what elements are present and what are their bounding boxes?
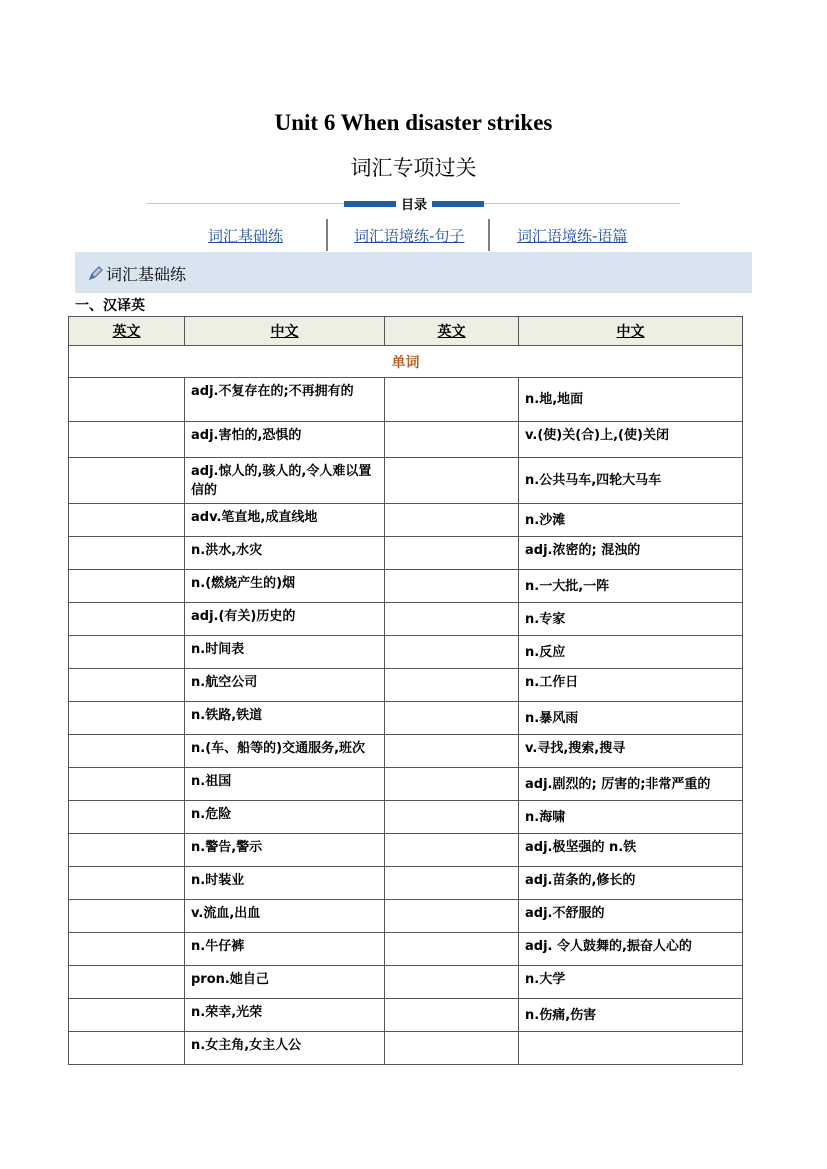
pencil-icon	[87, 264, 105, 287]
chinese-meaning-cell: v.寻找,搜索,搜寻	[519, 735, 743, 768]
table-row	[69, 603, 743, 636]
chinese-meaning-cell: n.专家	[519, 603, 743, 636]
table-row	[69, 834, 743, 867]
table-row	[69, 504, 743, 537]
chinese-meaning-cell	[519, 1032, 743, 1065]
english-answer-cell[interactable]	[69, 1032, 185, 1065]
chinese-meaning-cell: n.牛仔裤	[185, 933, 385, 966]
chinese-meaning-cell: n.沙滩	[519, 504, 743, 537]
chinese-meaning-cell: n.时装业	[185, 867, 385, 900]
chinese-meaning-cell: n.警告,警示	[185, 834, 385, 867]
part-title: 一、汉译英	[75, 298, 145, 314]
toc-link-passage[interactable]: 词汇语境练-语篇	[517, 227, 628, 245]
english-answer-cell[interactable]	[69, 570, 185, 603]
chinese-meaning-cell: n.(燃烧产生的)烟	[185, 570, 385, 603]
english-answer-cell[interactable]	[385, 378, 519, 422]
english-answer-cell[interactable]	[69, 999, 185, 1032]
chinese-meaning-cell: n.铁路,铁道	[185, 702, 385, 735]
english-answer-cell[interactable]	[69, 669, 185, 702]
table-row	[69, 422, 743, 458]
english-answer-cell[interactable]	[69, 966, 185, 999]
chinese-meaning-cell: v.流血,出血	[185, 900, 385, 933]
chinese-meaning-cell: adj.不复存在的;不再拥有的	[185, 378, 385, 422]
english-answer-cell[interactable]	[69, 933, 185, 966]
table-row	[69, 702, 743, 735]
english-answer-cell[interactable]	[385, 603, 519, 636]
chinese-meaning-cell: n.洪水,水灾	[185, 537, 385, 570]
english-answer-cell[interactable]	[69, 636, 185, 669]
toc-link-sentence[interactable]: 词汇语境练-句子	[354, 227, 465, 245]
vocabulary-table	[68, 316, 743, 1065]
english-answer-cell[interactable]	[385, 537, 519, 570]
chinese-meaning-cell: n.地,地面	[519, 378, 743, 422]
english-answer-cell[interactable]	[69, 735, 185, 768]
toc-separator	[326, 219, 328, 251]
english-answer-cell[interactable]	[69, 834, 185, 867]
english-answer-cell[interactable]	[385, 999, 519, 1032]
table-row	[69, 378, 743, 422]
chinese-meaning-cell: n.荣幸,光荣	[185, 999, 385, 1032]
english-answer-cell[interactable]	[69, 900, 185, 933]
chinese-meaning-cell: adj.极坚强的 n.铁	[519, 834, 743, 867]
chinese-meaning-cell: n.工作日	[519, 669, 743, 702]
english-answer-cell[interactable]	[69, 702, 185, 735]
english-answer-cell[interactable]	[385, 1032, 519, 1065]
section-header	[75, 252, 752, 293]
toc-label: 目录	[396, 194, 432, 213]
english-answer-cell[interactable]	[385, 458, 519, 504]
chinese-meaning-cell: adj.(有关)历史的	[185, 603, 385, 636]
english-answer-cell[interactable]	[69, 801, 185, 834]
english-answer-cell[interactable]	[385, 422, 519, 458]
page-title: Unit 6 When disaster strikes	[274, 110, 553, 135]
chinese-meaning-cell: n.伤痛,伤害	[519, 999, 743, 1032]
english-answer-cell[interactable]	[385, 834, 519, 867]
section-heading: 词汇基础练	[106, 265, 187, 284]
toc-separator	[488, 219, 490, 251]
chinese-meaning-cell: n.女主角,女主人公	[185, 1032, 385, 1065]
chinese-meaning-cell: n.公共马车,四轮大马车	[519, 458, 743, 504]
column-header-english: 英文	[69, 317, 185, 346]
chinese-meaning-cell: n.航空公司	[185, 669, 385, 702]
chinese-meaning-cell: adj.苗条的,修长的	[519, 867, 743, 900]
chinese-meaning-cell: n.一大批,一阵	[519, 570, 743, 603]
toc-bar-right	[432, 201, 484, 207]
chinese-meaning-cell: adj. 令人鼓舞的,振奋人心的	[519, 933, 743, 966]
english-answer-cell[interactable]	[69, 768, 185, 801]
column-header-chinese: 中文	[519, 317, 743, 346]
english-answer-cell[interactable]	[385, 900, 519, 933]
table-row	[69, 999, 743, 1032]
english-answer-cell[interactable]	[385, 867, 519, 900]
chinese-meaning-cell: n.时间表	[185, 636, 385, 669]
english-answer-cell[interactable]	[69, 378, 185, 422]
english-answer-cell[interactable]	[385, 768, 519, 801]
chinese-meaning-cell: adj.不舒服的	[519, 900, 743, 933]
table-row	[69, 966, 743, 999]
toc-links	[0, 219, 827, 251]
english-answer-cell[interactable]	[385, 504, 519, 537]
english-answer-cell[interactable]	[69, 537, 185, 570]
chinese-meaning-cell: n.祖国	[185, 768, 385, 801]
table-row	[69, 768, 743, 801]
chinese-meaning-cell: adj.剧烈的; 厉害的;非常严重的	[519, 768, 743, 801]
table-row	[69, 735, 743, 768]
english-answer-cell[interactable]	[69, 458, 185, 504]
chinese-meaning-cell: adv.笔直地,成直线地	[185, 504, 385, 537]
english-answer-cell[interactable]	[385, 570, 519, 603]
table-row	[69, 669, 743, 702]
table-row	[69, 933, 743, 966]
chinese-meaning-cell: n.暴风雨	[519, 702, 743, 735]
group-label: 单词	[69, 346, 743, 378]
table-row	[69, 636, 743, 669]
english-answer-cell[interactable]	[385, 669, 519, 702]
chinese-meaning-cell: n.大学	[519, 966, 743, 999]
group-row	[69, 346, 743, 378]
chinese-meaning-cell: n.反应	[519, 636, 743, 669]
english-answer-cell[interactable]	[69, 867, 185, 900]
chinese-meaning-cell: v.(使)关(合)上,(使)关闭	[519, 422, 743, 458]
table-row	[69, 458, 743, 504]
toc-link-basic[interactable]: 词汇基础练	[208, 227, 284, 245]
table-row	[69, 537, 743, 570]
english-answer-cell[interactable]	[385, 933, 519, 966]
chinese-meaning-cell: adj.害怕的,恐惧的	[185, 422, 385, 458]
english-answer-cell[interactable]	[69, 422, 185, 458]
english-answer-cell[interactable]	[385, 735, 519, 768]
chinese-meaning-cell: n.(车、船等的)交通服务,班次	[185, 735, 385, 768]
table-row	[69, 801, 743, 834]
column-header-chinese: 中文	[185, 317, 385, 346]
table-row	[69, 900, 743, 933]
page-subtitle: 词汇专项过关	[350, 156, 477, 180]
chinese-meaning-cell: pron.她自己	[185, 966, 385, 999]
english-answer-cell[interactable]	[385, 702, 519, 735]
table-row	[69, 867, 743, 900]
toc-bar-left	[344, 201, 396, 207]
chinese-meaning-cell: n.危险	[185, 801, 385, 834]
english-answer-cell[interactable]	[69, 603, 185, 636]
english-answer-cell[interactable]	[385, 966, 519, 999]
english-answer-cell[interactable]	[385, 801, 519, 834]
english-answer-cell[interactable]	[385, 636, 519, 669]
table-row	[69, 570, 743, 603]
english-answer-cell[interactable]	[69, 504, 185, 537]
chinese-meaning-cell: adj.浓密的; 混浊的	[519, 537, 743, 570]
table-header-row	[69, 317, 743, 346]
table-row	[69, 1032, 743, 1065]
column-header-english: 英文	[385, 317, 519, 346]
chinese-meaning-cell: adj.惊人的,骇人的,令人难以置信的	[185, 458, 385, 504]
chinese-meaning-cell: n.海啸	[519, 801, 743, 834]
